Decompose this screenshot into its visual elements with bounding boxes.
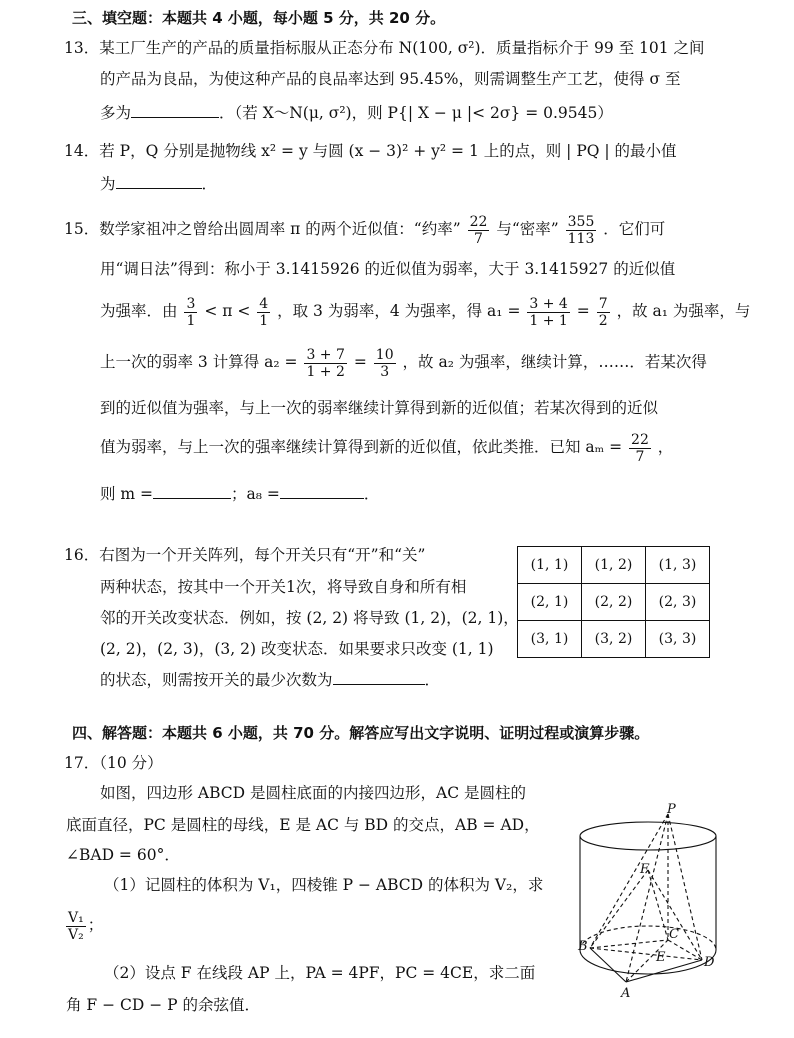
q17-line-5 [66,906,103,944]
switch-cell: (1, 3) [646,547,710,584]
q15-line-2: 用“调日法”得到：称小于 3.1415926 的近似值为弱率，大于 3.1415927 的近似值 [100,260,676,278]
q17-heading: 17．（10 分） [64,754,163,772]
edge-FC [648,870,668,940]
q14-line-2 [100,172,217,195]
switch-cell: (2, 2) [582,584,646,621]
q15-line-6 [100,428,673,466]
edge-FB [590,870,648,948]
fraction-4-1: $\frac{4}{1}$ [259,295,269,329]
q14-answer-blank[interactable] [116,172,202,189]
q17-line-6: （2）设点 F 在线段 AP 上，PA = 4PF，PC = 4CE，求二面 [104,964,536,982]
switch-cell: (3, 2) [582,621,646,658]
q15-line-5: 到的近似值为强率，与上一次的弱率继续计算得到新的近似值；若某次得到的近似 [100,399,659,417]
label-P: P [667,802,676,817]
q16-line-3: 邻的开关改变状态．例如，按 (2, 2) 将导致 (1, 2)，(2, 1)， [100,609,519,627]
q15-line-1 [64,212,665,247]
q16-text-5a: 的状态，则需按开关的最少次数为 [100,671,333,689]
q15-text-1c: ．它们可 [603,220,666,238]
q17-line-1: 如图，四边形 ABCD 是圆柱底面的内接四边形，AC 是圆柱的 [100,784,526,802]
q16-answer-blank[interactable] [333,668,425,685]
q13-line-3 [100,101,613,124]
q15-m-answer-blank[interactable] [153,482,231,499]
q17-line-7: 角 F − CD − P 的余弦值． [66,996,261,1014]
switch-cell: (2, 3) [646,584,710,621]
switch-row [518,547,710,584]
section-3-title: 三、填空题：本题共 4 小题，每小题 5 分，共 20 分。 [72,9,446,27]
q15-text-3a: 为强率．由 [100,302,178,320]
edge-PB [590,814,668,948]
q13-text-b: ．（若 X～N(μ, σ²)，则 P{| X − μ |< 2σ} = 0.9545） [219,104,613,122]
label-D: D [704,955,715,970]
q13-answer-blank[interactable] [131,101,219,118]
q15-text-6a: 值为弱率，与上一次的强率继续计算得到新的近似值，依此类推．已知 aₘ = [100,438,623,456]
label-F: F [640,862,650,877]
switch-grid [517,546,710,658]
fraction-3p7-1p2: $\frac{3 + 7}{1 + 2}$ [306,346,345,380]
q15-text-4b: = [353,353,367,371]
q15-text-7b: ；a₈ = [231,485,280,503]
q15-text-3b: < π < [204,302,251,320]
q15-text-4c: ，故 a₂ 为强率，继续计算，……．若某次得 [402,353,707,371]
section-4-title: 四、解答题：本题共 6 小题，共 70 分。解答应写出文字说明、证明过程或演算步骤。 [72,724,650,742]
q15-text-3e: ，故 a₁ 为强率，与 [616,302,751,320]
fraction-355-113: $\frac{355}{113}$ [567,213,595,247]
q16-line-2: 两种状态，按其中一个开关1次，将导致自身和所有相 [100,578,467,596]
fraction-22-7: $\frac{22}{7}$ [469,213,488,247]
edge-FD [648,870,702,960]
label-A: A [621,986,631,1000]
q13-line-1: 13．某工厂生产的产品的质量指标服从正态分布 N(100, σ²)．质量指标介于 99 至 101 之间 [64,39,705,57]
q15-text-1a: 15．数学家祖冲之曾给出圆周率 π 的两个近似值：“约率” [64,220,461,238]
q13-line-2: 的产品为良品，为使这种产品的良品率达到 95.45%，则需调整生产工艺，使得 σ 至 [100,70,681,88]
switch-row [518,621,710,658]
q17-line-3: ∠BAD = 60°． [66,846,180,864]
q15-text-6b: ， [657,438,674,456]
fraction-3p4-1p1: $\frac{3 + 4}{1 + 1}$ [529,295,568,329]
q16-line-5 [100,668,440,691]
q15-a8-answer-blank[interactable] [280,482,364,499]
fraction-10-3: $\frac{10}{3}$ [375,346,394,380]
cylinder-top-ellipse [580,822,716,850]
switch-cell: (3, 1) [518,621,582,658]
q17-line-4: （1）记圆柱的体积为 V₁，四棱锥 P − ABCD 的体积为 V₂，求 [104,876,544,894]
q14-line-1: 14．若 P，Q 分别是抛物线 x² = y 与圆 (x − 3)² + y² = 1 上的点，则 | PQ | 的最小值 [64,142,677,160]
edge-BC [590,940,668,948]
q16-text-5b: ． [424,671,441,689]
q15-text-1b: 与“密率” [496,220,559,238]
q15-line-3 [100,292,750,330]
switch-cell: (1, 1) [518,547,582,584]
q17-line-2: 底面直径，PC 是圆柱的母线，E 是 AC 与 BD 的交点，AB = AD， [66,816,540,834]
cylinder-pyramid-figure [568,800,728,1000]
q15-text-7a: 则 m = [100,485,154,503]
q15-text-4a: 上一次的弱率 3 计算得 a₂ = [100,353,298,371]
q15-text-7c: ． [363,485,380,503]
edge-CD [668,940,702,960]
q16-line-4: (2, 2)，(2, 3)，(3, 2) 改变状态．如果要求只改变 (1, 1) [100,640,494,658]
switch-cell: (2, 1) [518,584,582,621]
q15-text-3d: = [576,302,590,320]
label-B: B [578,939,588,954]
label-E: E [656,950,666,965]
q14-text-a: 为 [100,175,116,193]
switch-row [518,584,710,621]
q15-line-7 [100,482,379,505]
q13-text-a: 多为 [100,104,132,122]
diag-BD [590,948,702,960]
switch-cell: (3, 3) [646,621,710,658]
switch-cell: (1, 2) [582,547,646,584]
fraction-v1-v2: $\frac{\text{V₁}}{\text{V₂}}$ [68,909,84,943]
q15-text-3c: ，取 3 为弱率，4 为强率，得 a₁ = [277,302,521,320]
fraction-7-2: $\frac{7}{2}$ [598,295,608,329]
q16-line-1: 16．右图为一个开关阵列，每个开关只有“开”和“关” [64,546,426,564]
fraction-3-1: $\frac{3}{1}$ [186,295,196,329]
q17-text-5b: ； [87,916,104,934]
q15-line-4 [100,343,707,381]
label-C: C [669,927,679,942]
fraction-22-7-b: $\frac{22}{7}$ [631,431,649,465]
q14-text-b: ． [201,175,218,193]
